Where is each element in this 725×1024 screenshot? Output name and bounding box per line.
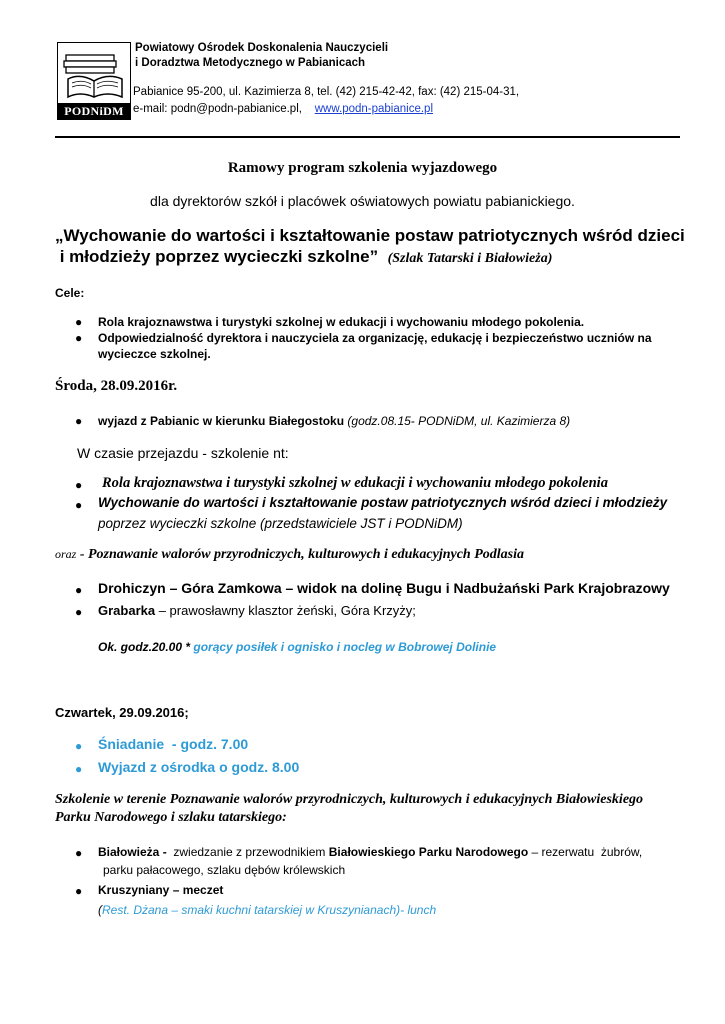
goals-label: Cele: <box>55 286 85 300</box>
place-grabarka: Grabarka – prawosławny klasztor żeński, Góra Krzyży; <box>98 603 416 618</box>
bullet-icon: ● <box>75 414 83 428</box>
bialowieza-item-cont: parku pałacowego, szlaku dębów królewskich <box>103 863 346 877</box>
goal-1: Rola krajoznawstwa i turystyki szkolnej w edukacji i wychowaniu młodego pokolenia. <box>98 315 585 329</box>
travel-topic-1: Rola krajoznawstwa i turystyki szkolnej w edukacji i wychowaniu młodego pokolenia <box>102 475 608 491</box>
bullet-icon: ● <box>75 331 83 345</box>
also-line: oraz - Poznawanie walorów przyrodniczych, kulturowych i edukacyjnych Podlasia <box>55 547 524 562</box>
org-name-line-2: i Doradztwa Metodycznego w Pabianicach <box>135 57 366 69</box>
bullet-icon: ● <box>75 884 83 898</box>
logo-text: PODNiDM <box>58 103 130 119</box>
document-subtitle: dla dyrektorów szkół i placówek oświatowych powiatu pabianickiego. <box>150 193 575 209</box>
org-name-line-1: Powiatowy Ośrodek Doskonalenia Nauczycieli <box>135 42 389 54</box>
bullet-icon: ● <box>75 583 83 597</box>
bullet-icon: ● <box>75 739 83 753</box>
bullet-icon: ● <box>75 315 83 329</box>
travel-intro: W czasie przejazdu - szkolenie nt: <box>77 445 289 461</box>
org-email-line <box>133 101 433 117</box>
day2-heading: Czwartek, 29.09.2016; <box>55 705 189 720</box>
bullet-icon: ● <box>75 498 83 512</box>
departure-day2: Wyjazd z ośrodka o godz. 8.00 <box>98 759 300 775</box>
bialowieza-item: Białowieża - zwiedzanie z przewodnikiem Białowieskiego Parku Narodowego – rezerwatu żubrów, <box>98 845 643 859</box>
day1-departure: wyjazd z Pabianic w kierunku Białegostoku (godz.08.15- PODNiDM, ul. Kazimierza 8) <box>98 414 571 428</box>
document-title: Ramowy program szkolenia wyjazdowego <box>227 160 498 176</box>
field-training-line-2: Parku Narodowego i szlaku tatarskiego: <box>55 810 287 825</box>
field-training-line-1: Szkolenie w terenie Poznawanie walorów przyrodniczych, kulturowych i edukacyjnych Białowieskiego <box>55 792 644 807</box>
place-drohiczyn: Drohiczyn – Góra Zamkowa – widok na dolinę Bugu i Nadbużański Park Krajobrazowy <box>98 580 670 596</box>
day1-heading: Środa, 28.09.2016r. <box>55 378 178 394</box>
org-contact: Pabianice 95-200, ul. Kazimierza 8, tel. (42) 215-42-42, fax: (42) 215-04-31, <box>133 86 520 98</box>
podnidm-logo <box>57 42 131 120</box>
bullet-icon: ● <box>75 762 83 776</box>
bullet-icon: ● <box>75 605 83 619</box>
main-title-line-2: i młodzieży poprzez wycieczki szkolne” (Szlak Tatarski i Białowieża) <box>55 247 553 266</box>
website-link[interactable]: www.podn-pabianice.pl <box>314 103 434 115</box>
travel-topic-2-cont: poprzez wycieczki szkolne (przedstawiciele JST i PODNiDM) <box>98 516 463 531</box>
evening-plan: Ok. godz.20.00 * gorący posiłek i ognisko i nocleg w Bobrowej Dolinie <box>98 640 497 654</box>
goal-2: Odpowiedzialność dyrektora i nauczyciela za organizację, edukację i bezpieczeństwo uczniów na <box>98 331 652 345</box>
main-title-line-1: „Wychowanie do wartości i kształtowanie postaw patriotycznych wśród dzieci <box>55 226 685 245</box>
header-divider <box>55 136 680 138</box>
org-email: e-mail: podn@podn-pabianice.pl, <box>133 103 302 115</box>
breakfast: Śniadanie - godz. 7.00 <box>98 736 249 752</box>
book-stack-icon <box>58 43 130 103</box>
main-title-note: (Szlak Tatarski i Białowieża) <box>387 251 553 266</box>
bullet-icon: ● <box>75 846 83 860</box>
bullet-icon: ● <box>75 478 83 492</box>
kruszyniany-item: Kruszyniany – meczet <box>98 883 224 897</box>
goal-2-cont: wycieczce szkolnej. <box>98 347 211 361</box>
lunch-note: (Rest. Dżana – smaki kuchni tatarskiej w Kruszynianach)- lunch <box>98 903 437 917</box>
travel-topic-2: Wychowanie do wartości i kształtowanie postaw patriotycznych wśród dzieci i młodzieży <box>98 495 668 510</box>
